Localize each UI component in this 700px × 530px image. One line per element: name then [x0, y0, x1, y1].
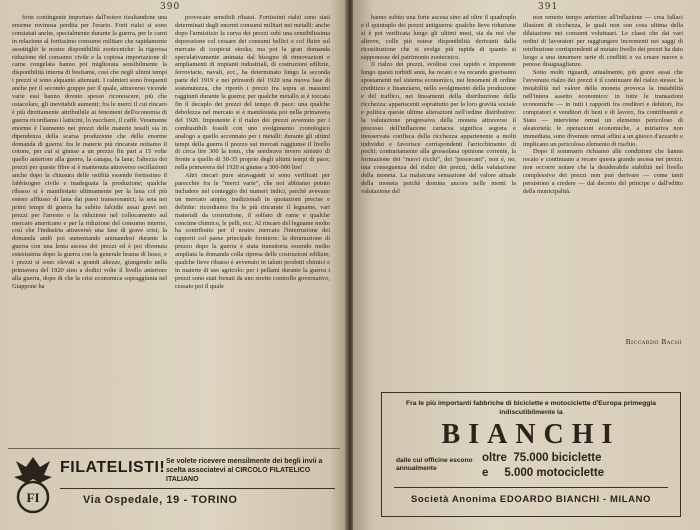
paragraph: non remoto tempo anteriore all'inflazione — crea fallaci illusioni di ricchezza, le quali non son cosa ultima della dilatazione nei consumi voluttuari. Le classi che dai vari ordini di lavoratori per raggiungere incrementi nei saggi di retribuzione corrispondenti al mutato livello dei prezzi ha dato luogo a una innumere serie di conflitti e va creare nuove e penose disuguaglianze. — [523, 14, 683, 69]
paragraph: Sotto molti riguardi, attualmente, più grave assai che l'avvenuto rialzo dei prezzi è il continuare del rialzo stesso: la instabilità nel valore della moneta provoca la instabilità nell'intera assetto economico: in tutte le transazioni economiche — in tutti i rapporti fra creditori e debitori, fra compratori e venditori di beni e di lavoro, fra contribuenti e Stato — interviene ormai un elemento pericoloso di aleatorietà; le operazioni economiche, a iniziativa non immediata, sono divenute ormai affini a un giuoco d'azzardo e implicano un pericoloso elemento di rischio. — [523, 69, 683, 148]
filatelisti-advert — [8, 448, 340, 519]
paragraph: forte contingente importato dall'estero risultandone una enorme rovinosa perdita per l'erario. Forti rialzi si sono constatati anche, specialmente durante la guerra, per le carni in relazione al fortissimo consumo militare che rapidamente assottigliò le nostre disponibilità zootecniche: la rigorosa riduzione del consumo civile e la copiosa importazione di carne congelata hanno poi migliorata sensibilmente la disponibilità interna di bestiame, così che negli ultimi tempi i prezzi si sono alquanto attenuati. I calmieri sono frequenti anche per il secondo gruppo per il quale, attraverso vicende varie essi hanno dovuto spesso riconoscere, più che ostacolare, gli inevitabili aumenti; fra le merci il cui rincaro è più direttamente attribuibile ai fenomeni dell'economia di guerra ricordiamo i latticini, lo zucchero, il caffè. Veramente enorme è l'aumento nei prezzi delle materie tessili sia in dipendenza della scarsa produzione che della enorme domanda di guerra: fra le materie più rincarate notiamo il cotone, per cui si giunse a un prezzo fin pari a 15 volte quello anteriore alla guerra, la canapa, la lana; l'altezza dei prezzi per queste fibre si è mantenuta attraverso oscillazioni anche dopo la chiusura delle ostilità essendo fortissimo il fabbisogno civile e inadeguata la produzione; qualche ribasso si è manifestato ultimamente per la lana col più esteso afflusso di lana dai paesi transoceanici; la seta nei primi tempi di guerra ha subìto falcidie assai gravi nei prezzi per l'arresto o la riduzione nel collocamento sul mercato americano e per la riduzione del consumo interno, così che l'industria attraversò una fase di grave crisi; la domanda andò poi aumentando animandosi durante la guerra con una lenta ascesa dei prezzi ed è poi divenuta estesissima dopo la guerra con la generale brama di lusso, e i prezzi si sono elevati a grandi altezze, giungendo nella primavera del 1920 sino a dodici volte il livello anteriore alla guerra, dopo di che la crisi economica sopraggiunta nel Giappone ha — [12, 14, 167, 290]
page-number-right: 391 — [538, 2, 559, 12]
left-page — [0, 0, 347, 530]
production-label: dalle cui officine escono annualmente — [396, 457, 473, 472]
eagle-emblem-icon — [12, 453, 54, 515]
left-column-1 — [12, 14, 167, 446]
bianchi-advert — [381, 392, 681, 517]
author-signature: Riccardo Bachi — [625, 338, 682, 346]
advert-title: FILATELISTI! — [60, 459, 166, 476]
paragraph: Altri rincari pure stravaganti si sono verificati per parecchie fra le "merci varie", che noi abbiamo potuto includere nel conteggio dei numeri indici, perchè avevano un mercato ampio, tradizionali in quotazioni precise e definite: ricordiamo fra le più rincarate il legname, vari materiali da costruzione, il solfato di rame e qualche concime chimico, le pelli, ecc. Al rincaro del legname molto ha contribuito per il nostro mercato l'interruzione dei rapporti col paese principale fornitore: la diminuzione di prezzo dopo la guerra è stata transitoria essendo molto ampliata la domanda colla ripresa delle costruzioni edilizie; qualche lieve ribasso è avvenuto in taluni prodotti chimici e in materie di uso agricolo: per i pellami durante la guerra i prezzi sono stati frenati da uno stretto controllo governativo, cessato poi il quale — [175, 172, 330, 290]
advert-header: Fra le più importanti fabbriche di biciclette e motociclette d'Europa primeggia indiscutibilmente la — [405, 400, 657, 416]
bicycles-line: oltre 75.000 biciclette — [482, 452, 602, 464]
company-name: Società Anonima EDOARDO BIANCHI - MILANO — [410, 494, 652, 505]
emblem-letters: FI — [26, 490, 40, 505]
production-figures — [482, 451, 604, 481]
page-number-left: 390 — [160, 2, 181, 12]
paragraph: Il rialzo dei prezzi, svoltosi così rapido e imponente lungo questi torbidi anni, ha recato e va recando gravissimi spostamenti nel sistema economico, nei fenomeni di ordine creditizio e finanziario, nello svolgimento della produzione e del traffico, nei lineamenti della distribuzione della ricchezza: appariscenti soprattutto per la loro gravità sociale e politica queste ultime alterazioni nell'ordine distributivo: la valutazione progressiva della moneta attraverso il processo dell'inflazione cartacea significa segreta e inosservata confisca della ricchezza appartenente a molti individui e favorisce corrispondenti l'arricchimento di pochi; contrariamente alla grossolana opinione corrente, la formazione dei "nuovi ricchi", dei "pescecani", non è, no, una conseguenza del rialzo dei prezzi, della valutazione della moneta. La malsicura sensazione del valore attuale della moneta poichè domina ancora nelle menti la valutazione del — [361, 61, 516, 195]
motorcycles-line: e 5.000 motociclette — [482, 467, 605, 479]
left-column-2 — [175, 14, 330, 446]
paragraph: hanno subìto una forte ascesa sino ad oltre il quadruplo e il quintuplo dei prezzi antiguerra: qualche lieve riduzione si è poi verificata lungo gli ultimi mesi, sia da noi che altrove, colle più estese disponibilità derivanti dalla ricostituzione che si svolge più rapida di quanto si supponesse del patrimonio zootecnico. — [361, 14, 516, 61]
advert-description: Se volete ricevere mensilmente dei begli invii a scelta associatevi al CIRCOLO FILATELICO ITALIANO — [166, 458, 323, 483]
right-page — [353, 0, 700, 530]
right-column-1 — [361, 14, 516, 364]
paragraph: provocato sensibili ribassi. Fortissimi rialzi sono stati determinati dagli enormi consumi militari nei metalli: anche dopo l'armistizio la curva dei prezzi subì una sensibilissima depressione col cessare dei consumi bellici e col fluire sul mercato di cospicui stocks; ma poi la gran domanda speculativamente animata dal bisogno di rinnovazioni e ampliamenti di impianti industriali, di costruzioni edilizie, ferroviarie, navali, ecc., ha determinato lungo la seconda parte del 1919 e nei primordi del 1920 una nuova fase di sostenutezza, che riportò i prezzi fra sopra ai massimi raggiunti durante la guerra; per qualche metallo si è toccato fin il decuplo dei prezzi del tempo di pace: una qualche debolezza nel mercato si è manifestata poi nella primavera del 1920. Imponente è il rialzo dei prezzi avvenuto per i combustibili fossili con uno svolgimento cronologico analogo a quello accennato per i metalli: durante gli ultimi tempi della guerra il prezzo sui mercati raggiunse il livello di circa lire 300 la tonn., che sembrava invero sinistro di fronte a quello di 30-35 proprio degli ultimi tempi di pace; nella primavera del 1920 si giunse a 300-900 lire! — [175, 14, 330, 172]
advert-divider — [394, 487, 668, 488]
advert-divider — [60, 488, 335, 489]
advert-address: Via Ospedale, 19 - TORINO — [83, 494, 238, 506]
paragraph: Dopo il sommario richiamo alle condizioni che hanno recato e continuano a recare questa grande ascesa nei prezzi, non occorre notare che la desiderabile stabilità nel livello complessivo dei prezzi non può derivare — come tanti persistono a credere — dal decreto del principe o dall'editto della municipalità. — [523, 148, 683, 195]
brand-name: BIANCHI — [441, 419, 621, 450]
right-column-2 — [523, 14, 683, 364]
